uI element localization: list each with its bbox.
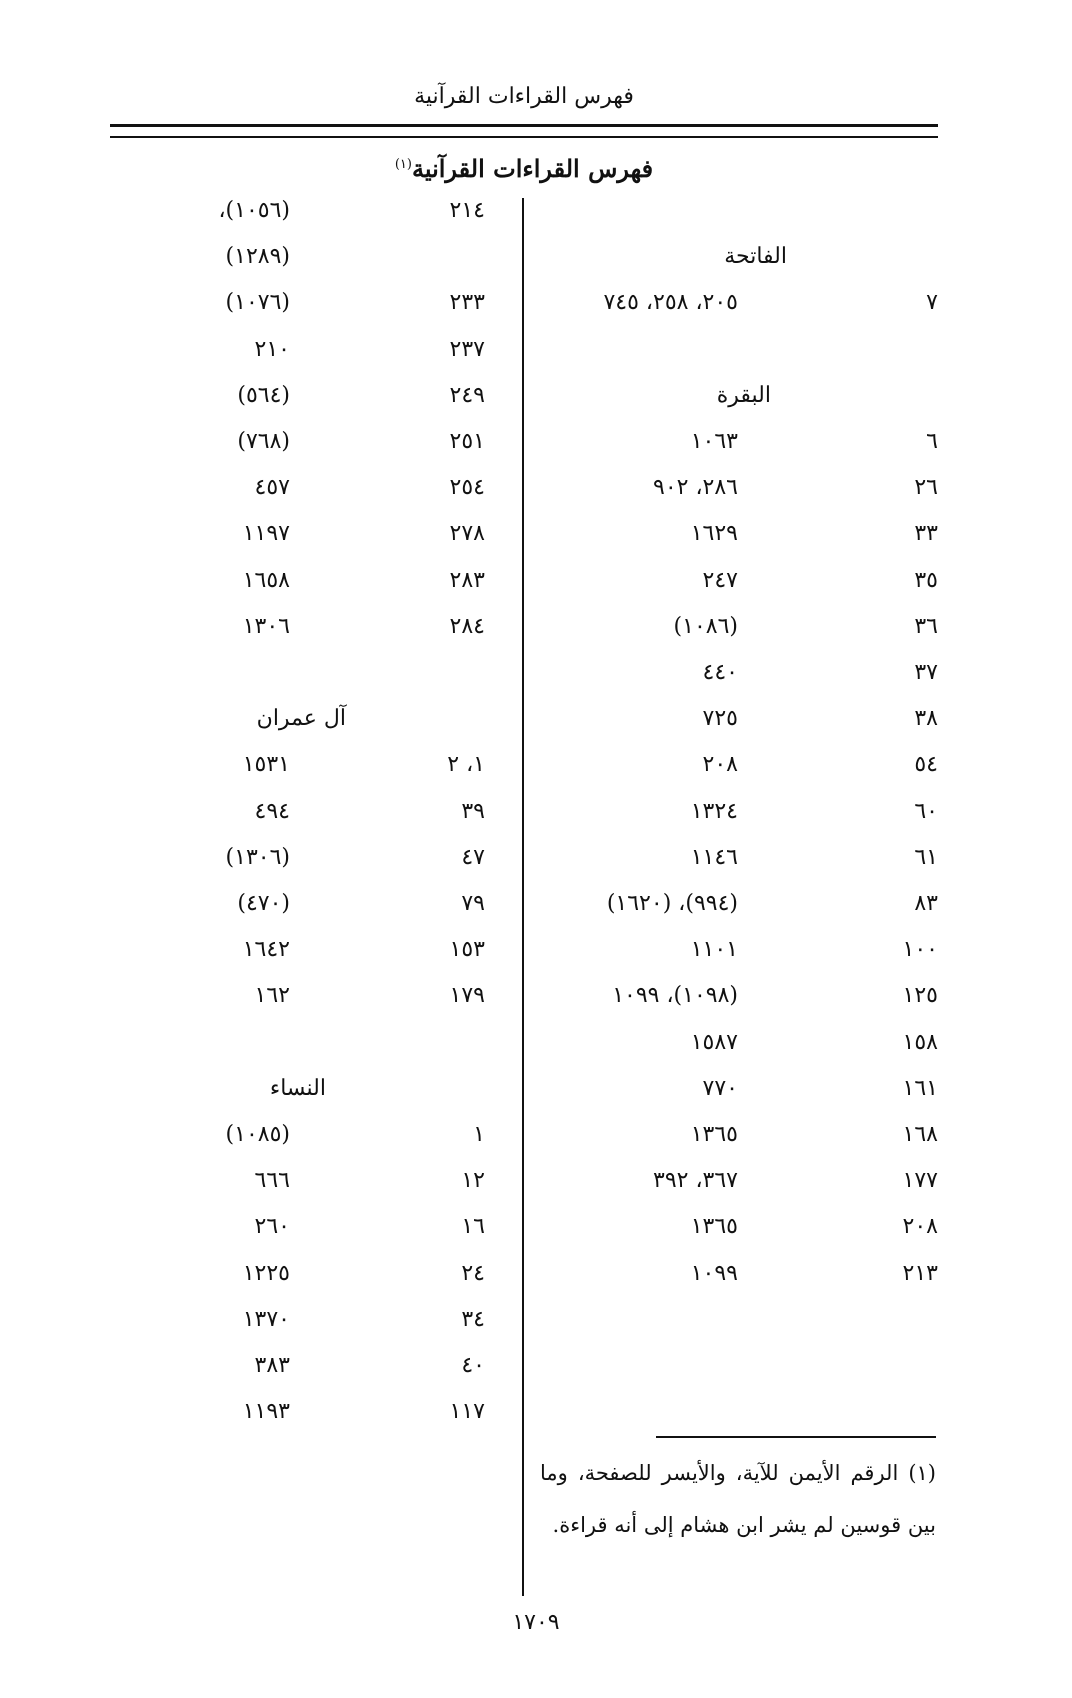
running-head: فهرس القراءات القرآنية xyxy=(414,84,634,109)
index-row xyxy=(0,290,1072,340)
verse-number: ١٧٩ xyxy=(449,983,485,1009)
surah-heading: الفاتحة xyxy=(724,244,787,270)
verse-number: ٣٦ xyxy=(914,613,938,639)
verse-number: ٨٣ xyxy=(914,891,938,916)
surah-heading: آل عمران xyxy=(256,706,346,732)
verse-number: ١٥٨ xyxy=(902,1029,938,1055)
verse-number: ٢١٣ xyxy=(902,1260,938,1286)
page-references: ١٣٢٤ xyxy=(690,798,738,824)
index-row xyxy=(0,198,1072,248)
page-references: ٦٦٦ xyxy=(254,1168,290,1194)
page-references: ٣٦٧، ٣٩٢ xyxy=(653,1168,738,1194)
verse-number: ١ xyxy=(473,1122,485,1147)
verse-number: ٦ xyxy=(926,429,938,454)
verse-number: ٢٣٣ xyxy=(449,290,485,316)
page-references: ١١٠١ xyxy=(690,937,738,963)
page-references: ١١٤٦ xyxy=(690,844,738,870)
page-references: ١٣٦٥ xyxy=(690,1122,738,1147)
index-row xyxy=(0,244,1072,294)
verse-number: ١٢ xyxy=(461,1168,485,1194)
page-references: ١٣٦٥ xyxy=(690,1214,738,1240)
verse-number: ٣٣ xyxy=(914,521,938,547)
verse-number: ١١٧ xyxy=(449,1399,485,1425)
page-references: ١١٩٧ xyxy=(242,521,290,547)
page-references: (١٠٧٦) xyxy=(225,290,290,316)
verse-number: ١، ٢ xyxy=(447,752,485,778)
verse-number: ٢٥١ xyxy=(449,429,485,454)
page-references: (١٠٥٦)، xyxy=(218,198,290,223)
index-row xyxy=(0,568,1072,618)
index-row xyxy=(0,337,1072,387)
verse-number: ٦٠ xyxy=(914,798,938,824)
page-references: ١٦٥٨ xyxy=(242,567,290,593)
page-references: ١٦٢ xyxy=(254,983,290,1009)
index-row xyxy=(0,1168,1072,1218)
page-references: ١٣٧٠ xyxy=(242,1306,290,1332)
verse-number: ٧ xyxy=(926,290,938,316)
surah-heading: البقرة xyxy=(716,382,771,408)
verse-number: ٥٤ xyxy=(914,752,938,778)
page-references: ٢١٠ xyxy=(254,336,290,362)
page-references: ١٢٢٥ xyxy=(242,1260,290,1286)
verse-number: ٦١ xyxy=(914,844,938,870)
verse-number: ٢٥٤ xyxy=(449,475,485,501)
page-references: (١٠٩٨)، ١٠٩٩ xyxy=(612,983,738,1009)
verse-number: ٢٠٨ xyxy=(902,1214,938,1240)
page-references: ١٠٦٣ xyxy=(690,429,738,454)
page-references: ٣٨٣ xyxy=(254,1353,290,1378)
page-references: (١٢٨٩) xyxy=(225,244,290,270)
page-references: ١٥٣١ xyxy=(242,752,290,778)
page-references: ٢٠٨ xyxy=(702,752,738,778)
page-references: ٤٤٠ xyxy=(702,660,738,685)
index-row xyxy=(0,845,1072,895)
index-row xyxy=(0,799,1072,849)
verse-number: ١٦ xyxy=(461,1214,485,1240)
page-references: ٢٤٧ xyxy=(702,567,738,593)
verse-number: ٣٤ xyxy=(461,1306,485,1332)
verse-number: ١٥٣ xyxy=(449,937,485,963)
verse-number: ٢١٤ xyxy=(449,198,485,223)
index-row xyxy=(0,983,1072,1033)
verse-number: ٢٧٨ xyxy=(449,521,485,547)
index-row xyxy=(0,383,1072,433)
page-references: ٤٩٤ xyxy=(254,798,290,824)
page-references: (١٠٨٦) xyxy=(673,613,738,639)
verse-number: ٢٦ xyxy=(914,475,938,501)
page-references: (١٣٠٦) xyxy=(225,844,290,870)
title-footnote-mark: (١) xyxy=(394,157,412,172)
page-references: ١٦٢٩ xyxy=(690,521,738,547)
verse-number: ٣٩ xyxy=(461,798,485,824)
page-references: ٤٥٧ xyxy=(254,475,290,501)
page-references: (٩٩٤)، (١٦٢٠) xyxy=(606,891,738,916)
page-references: ١٥٨٧ xyxy=(690,1029,738,1055)
index-row xyxy=(0,1353,1072,1403)
surah-heading: النساء xyxy=(269,1075,326,1101)
page-references: ٢٠٥، ٢٥٨، ٧٤٥ xyxy=(603,290,738,316)
verse-number: ١٦٨ xyxy=(902,1122,938,1147)
verse-number: ١٠٠ xyxy=(902,937,938,963)
index-row xyxy=(0,614,1072,664)
verse-number: ٢٣٧ xyxy=(449,336,485,362)
verse-number: ٣٥ xyxy=(914,567,938,593)
verse-number: ٤٠ xyxy=(461,1353,485,1378)
page-references: ٢٨٦، ٩٠٢ xyxy=(653,475,738,501)
index-title-text: فهرس القراءات القرآنية xyxy=(411,154,654,183)
verse-number: ٧٩ xyxy=(461,891,485,916)
page-references: (١٠٨٥) xyxy=(225,1122,290,1147)
verse-number: ٣٨ xyxy=(914,706,938,732)
index-row xyxy=(0,752,1072,802)
page-number: ١٧٠٩ xyxy=(512,1610,560,1635)
verse-number: ٢٤٩ xyxy=(449,382,485,408)
page-references: ٢٦٠ xyxy=(254,1214,290,1240)
index-row xyxy=(0,1214,1072,1264)
page-references: (٧٦٨) xyxy=(237,429,290,454)
index-row xyxy=(0,891,1072,941)
index-row xyxy=(0,1122,1072,1172)
verse-number: ١٢٥ xyxy=(902,983,938,1009)
verse-number: ٢٨٤ xyxy=(449,613,485,639)
verse-number: ١٧٧ xyxy=(902,1168,938,1194)
index-row xyxy=(0,475,1072,525)
verse-number: ٣٧ xyxy=(914,660,938,685)
verse-number: ٢٤ xyxy=(461,1260,485,1286)
index-row xyxy=(0,1261,1072,1311)
verse-number: ٤٧ xyxy=(461,844,485,870)
page-references: ٧٧٠ xyxy=(702,1075,738,1101)
verse-number: ١٦١ xyxy=(902,1075,938,1101)
index-row xyxy=(0,937,1072,987)
footnote: (١) الرقم الأيمن للآية، والأيسر للصفحة، وما بين قوسين لم يشر ابن هشام إلى أنه قراءة. xyxy=(540,1461,936,1537)
page-references: ١٦٤٢ xyxy=(242,937,290,963)
index-row xyxy=(0,429,1072,479)
index-row xyxy=(0,1307,1072,1357)
index-row xyxy=(0,521,1072,571)
page-references: (٥٦٤) xyxy=(237,382,290,408)
footnote-rule xyxy=(656,1436,936,1438)
page-references: ٧٢٥ xyxy=(702,706,738,732)
page-references: ١٣٠٦ xyxy=(242,613,290,639)
verse-number: ٢٨٣ xyxy=(449,567,485,593)
index-row xyxy=(0,1399,1072,1449)
page-references: ١٠٩٩ xyxy=(690,1260,738,1286)
page-references: (٤٧٠) xyxy=(237,891,290,916)
page-references: ١١٩٣ xyxy=(242,1399,290,1425)
